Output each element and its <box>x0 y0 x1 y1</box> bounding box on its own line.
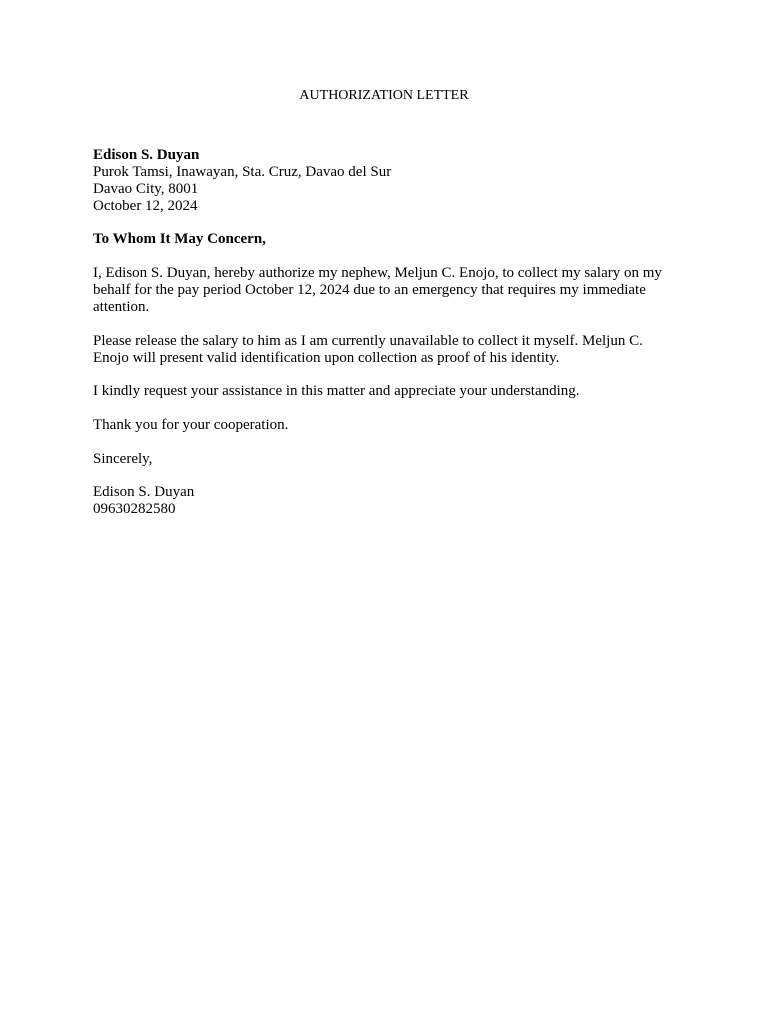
sender-address-line2: Davao City, 8001 <box>93 181 199 197</box>
body-paragraph-thanks: Thank you for your cooperation. <box>93 417 289 433</box>
signature-phone: 09630282580 <box>93 501 176 517</box>
letter-date: October 12, 2024 <box>93 198 198 214</box>
salutation: To Whom It May Concern, <box>93 231 266 247</box>
sender-name: Edison S. Duyan <box>93 147 200 163</box>
body-paragraph-authorization: I, Edison S. Duyan, hereby authorize my nephew, Meljun C. Enojo, to collect my salary on my behalf for the pay period October 12, 2024 due to an emergency that requires my immediate attention. <box>93 265 662 315</box>
sender-address-line1: Purok Tamsi, Inawayan, Sta. Cruz, Davao del Sur <box>93 164 392 180</box>
body-paragraph-request: I kindly request your assistance in this matter and appreciate your understanding. <box>93 383 580 399</box>
sender-block <box>93 147 665 215</box>
signature-name: Edison S. Duyan <box>93 484 195 500</box>
body-paragraph-release: Please release the salary to him as I am currently unavailable to collect it myself. Meljun C. Enojo will present valid identification upon collection as proof of his identity. <box>93 333 643 366</box>
signature-block <box>93 484 665 518</box>
closing: Sincerely, <box>93 451 153 467</box>
letter-title: AUTHORIZATION LETTER <box>299 88 469 103</box>
